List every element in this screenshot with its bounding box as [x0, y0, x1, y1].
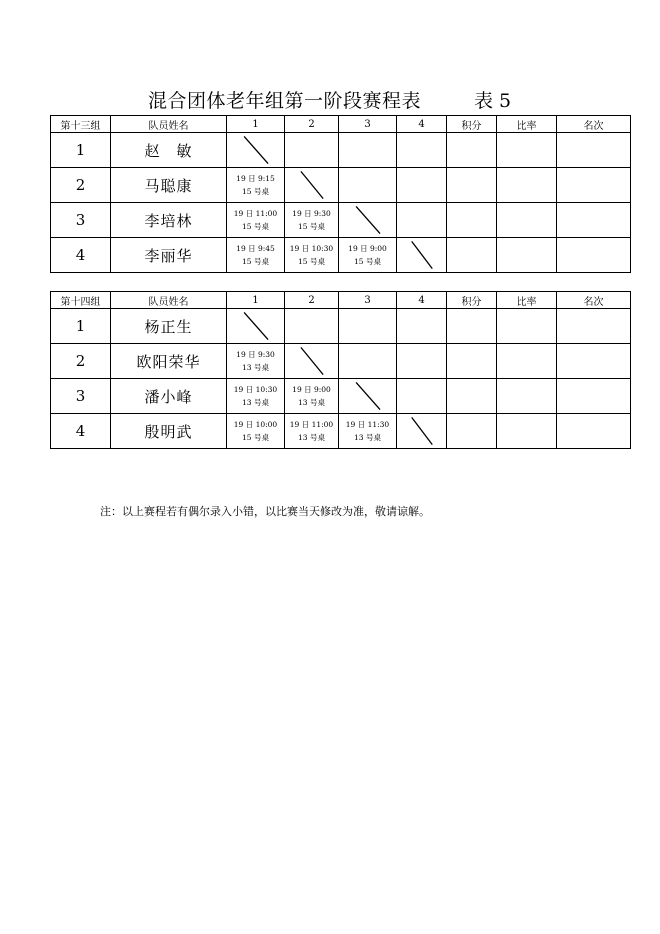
table-row	[51, 238, 631, 273]
match-time: 19 日 9:00	[292, 385, 331, 394]
match-table: 15 号桌	[354, 257, 381, 266]
player-number: 3	[51, 203, 111, 238]
match-cell	[227, 238, 285, 273]
match-table: 15 号桌	[298, 257, 325, 266]
column-header: 3	[339, 292, 397, 309]
match-table: 15 号桌	[242, 187, 269, 196]
column-header: 4	[397, 116, 447, 133]
column-header: 比率	[497, 292, 557, 309]
diagonal-cell	[397, 414, 447, 449]
rank-cell	[557, 133, 631, 168]
table-row	[51, 168, 631, 203]
footnote: 注：以上赛程若有偶尔录入小错，以比赛当天修改为准，敬请谅解。	[100, 505, 430, 518]
match-time: 19 日 9:00	[348, 244, 387, 253]
match-table: 15 号桌	[298, 222, 325, 231]
player-number: 1	[51, 309, 111, 344]
column-header: 名次	[557, 116, 631, 133]
match-table: 13 号桌	[354, 433, 381, 442]
ratio-cell	[497, 379, 557, 414]
empty-cell	[397, 309, 447, 344]
match-time: 19 日 10:30	[289, 244, 334, 253]
diagonal-slash-icon	[285, 344, 338, 378]
match-cell	[227, 168, 285, 203]
column-header: 3	[339, 116, 397, 133]
player-number: 4	[51, 238, 111, 273]
match-time: 19 日 9:30	[236, 350, 275, 359]
match-cell	[227, 379, 285, 414]
empty-cell	[397, 344, 447, 379]
player-name: 李培林	[111, 203, 227, 238]
player-number: 2	[51, 168, 111, 203]
empty-cell	[285, 133, 339, 168]
column-header: 2	[285, 116, 339, 133]
match-cell	[285, 414, 339, 449]
ratio-cell	[497, 203, 557, 238]
table-row	[51, 344, 631, 379]
diagonal-slash-icon	[397, 414, 446, 448]
table-row	[51, 309, 631, 344]
column-header: 队员姓名	[111, 116, 227, 133]
diagonal-slash-icon	[339, 203, 396, 237]
table-row	[51, 414, 631, 449]
score-cell	[447, 238, 497, 273]
empty-cell	[339, 168, 397, 203]
ratio-cell	[497, 238, 557, 273]
score-cell	[447, 379, 497, 414]
empty-cell	[339, 344, 397, 379]
match-cell	[285, 379, 339, 414]
diagonal-cell	[285, 168, 339, 203]
rank-cell	[557, 344, 631, 379]
diagonal-cell	[397, 238, 447, 273]
diagonal-cell	[227, 133, 285, 168]
header-row	[51, 116, 631, 133]
rank-cell	[557, 379, 631, 414]
ratio-cell	[497, 414, 557, 449]
match-table: 15 号桌	[242, 433, 269, 442]
ratio-cell	[497, 344, 557, 379]
column-header: 2	[285, 292, 339, 309]
diagonal-slash-icon	[227, 309, 284, 343]
score-cell	[447, 133, 497, 168]
diagonal-slash-icon	[397, 238, 446, 272]
rank-cell	[557, 168, 631, 203]
match-cell	[227, 414, 285, 449]
match-cell	[227, 203, 285, 238]
diagonal-cell	[339, 379, 397, 414]
group-table	[50, 291, 631, 449]
diagonal-slash-icon	[285, 168, 338, 202]
empty-cell	[285, 309, 339, 344]
table-row	[51, 379, 631, 414]
match-time: 19 日 9:15	[236, 174, 275, 183]
match-time: 19 日 9:30	[292, 209, 331, 218]
match-time: 19 日 9:45	[236, 244, 275, 253]
player-name: 潘小峰	[111, 379, 227, 414]
player-number: 2	[51, 344, 111, 379]
match-cell	[227, 344, 285, 379]
table-number: 表 5	[474, 90, 512, 112]
match-table: 13 号桌	[242, 398, 269, 407]
match-time: 19 日 11:00	[233, 209, 278, 218]
column-header: 队员姓名	[111, 292, 227, 309]
column-header: 1	[227, 292, 285, 309]
match-time: 19 日 11:30	[345, 420, 390, 429]
player-number: 3	[51, 379, 111, 414]
match-table: 15 号桌	[242, 222, 269, 231]
player-name: 杨正生	[111, 309, 227, 344]
player-number: 4	[51, 414, 111, 449]
match-table: 13 号桌	[298, 398, 325, 407]
diagonal-cell	[285, 344, 339, 379]
rank-cell	[557, 309, 631, 344]
table-row	[51, 203, 631, 238]
empty-cell	[397, 203, 447, 238]
match-cell	[285, 203, 339, 238]
group-table	[50, 115, 631, 273]
player-name: 李丽华	[111, 238, 227, 273]
table-row	[51, 133, 631, 168]
column-header: 名次	[557, 292, 631, 309]
player-name: 马聪康	[111, 168, 227, 203]
match-cell	[339, 238, 397, 273]
score-cell	[447, 168, 497, 203]
ratio-cell	[497, 168, 557, 203]
match-table: 13 号桌	[242, 363, 269, 372]
score-cell	[447, 309, 497, 344]
match-cell	[285, 238, 339, 273]
page-title: 混合团体老年组第一阶段赛程表	[148, 90, 422, 112]
diagonal-cell	[227, 309, 285, 344]
player-number: 1	[51, 133, 111, 168]
diagonal-slash-icon	[339, 379, 396, 413]
rank-cell	[557, 414, 631, 449]
column-header: 4	[397, 292, 447, 309]
diagonal-slash-icon	[227, 133, 284, 167]
rank-cell	[557, 238, 631, 273]
score-cell	[447, 344, 497, 379]
header-row	[51, 292, 631, 309]
score-cell	[447, 414, 497, 449]
title-row	[0, 86, 660, 114]
diagonal-cell	[339, 203, 397, 238]
rank-cell	[557, 203, 631, 238]
ratio-cell	[497, 309, 557, 344]
empty-cell	[397, 168, 447, 203]
group-label: 第十四组	[51, 292, 111, 309]
group-label: 第十三组	[51, 116, 111, 133]
player-name: 欧阳荣华	[111, 344, 227, 379]
match-cell	[339, 414, 397, 449]
player-name: 赵 敏	[111, 133, 227, 168]
match-table: 15 号桌	[242, 257, 269, 266]
column-header: 积分	[447, 292, 497, 309]
column-header: 1	[227, 116, 285, 133]
match-time: 19 日 10:00	[233, 420, 278, 429]
player-name: 殷明武	[111, 414, 227, 449]
match-time: 19 日 10:30	[233, 385, 278, 394]
match-time: 19 日 11:00	[289, 420, 334, 429]
empty-cell	[339, 133, 397, 168]
empty-cell	[397, 379, 447, 414]
score-cell	[447, 203, 497, 238]
column-header: 比率	[497, 116, 557, 133]
empty-cell	[339, 309, 397, 344]
match-table: 13 号桌	[298, 433, 325, 442]
ratio-cell	[497, 133, 557, 168]
empty-cell	[397, 133, 447, 168]
column-header: 积分	[447, 116, 497, 133]
